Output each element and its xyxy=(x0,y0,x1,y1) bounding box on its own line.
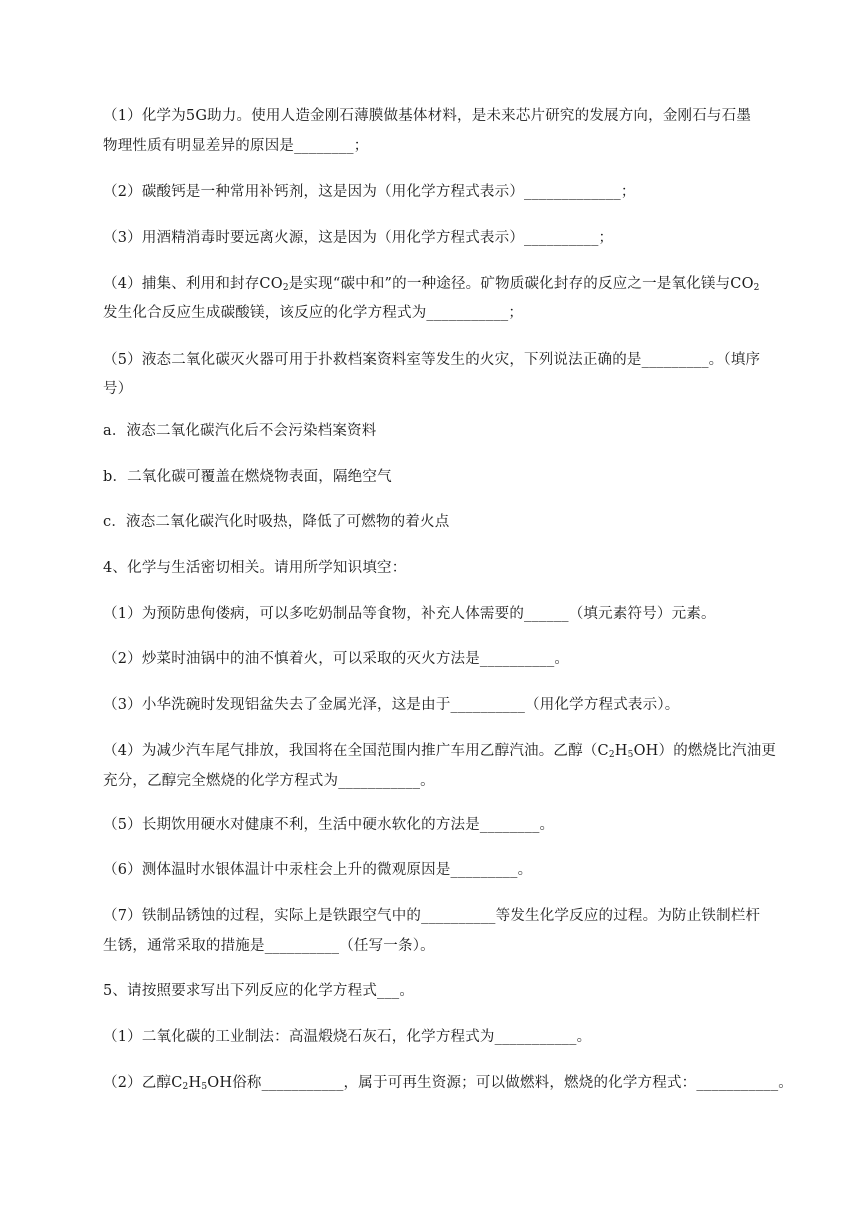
q3-option-c-text: c．液态二氧化碳汽化时吸热，降低了可燃物的着火点 xyxy=(103,514,450,530)
subscript-2: 2 xyxy=(753,283,760,293)
q5-item2-text-pre: （2）乙醇C xyxy=(103,1075,183,1091)
q4-item7-text-a: （7）铁制品锈蚀的过程，实际上是铁跟空气中的__________等发生化学反应的过程。为防止铁制栏杆 xyxy=(103,908,761,924)
q4-item3-text: （3）小华洗碗时发现铝盆失去了金属光泽，这是由于__________（用化学方程式表示）。 xyxy=(103,697,680,713)
q4-item4-line1 xyxy=(103,736,805,770)
q3-item3-text: （3）用酒精消毒时要远离火源，这是因为（用化学方程式表示）__________； xyxy=(103,230,614,246)
q4-item4-line2 xyxy=(103,766,805,796)
q4-title xyxy=(103,553,805,583)
q4-item2 xyxy=(103,644,805,674)
subscript-2: 2 xyxy=(182,1082,189,1092)
q3-item4-text-b: 发生化合反应生成碳酸镁，该反应的化学方程式为___________； xyxy=(103,305,524,321)
q4-item4-text-b: 充分，乙醇完全燃烧的化学方程式为___________。 xyxy=(103,773,435,789)
q3-item5-line1 xyxy=(103,345,805,375)
subscript-2: 2 xyxy=(608,750,615,760)
q3-item4-text-a-pre: （4）捕集、利用和封存CO xyxy=(103,276,283,292)
q4-item4-text-h: H xyxy=(614,743,628,759)
q5-item2-text-post: OH俗称___________，属于可再生资源；可以做燃料，燃烧的化学方程式：___________。 xyxy=(207,1075,793,1091)
q4-item4-text-a-post: OH）的燃烧比汽油更 xyxy=(633,743,777,759)
subscript-5: 5 xyxy=(627,750,634,760)
q5-item1 xyxy=(103,1022,805,1052)
q3-item1-text-a: （1）化学为5G助力。使用人造金刚石薄膜做基体材料，是未来芯片研究的发展方向，金刚石与石墨 xyxy=(103,108,752,124)
q4-item7-line1 xyxy=(103,901,805,931)
q4-item2-text: （2）炒菜时油锅中的油不慎着火，可以采取的灭火方法是__________。 xyxy=(103,651,570,667)
q3-item1-line2 xyxy=(103,131,805,161)
q3-option-b xyxy=(103,462,805,492)
q3-option-b-text: b．二氧化碳可覆盖在燃烧物表面，隔绝空气 xyxy=(103,469,392,485)
q5-item2 xyxy=(103,1068,805,1102)
q3-item5-text-b: 号） xyxy=(103,381,133,397)
q4-item6-text: （6）测体温时水银体温计中汞柱会上升的微观原因是_________。 xyxy=(103,862,533,878)
q4-title-text: 4、化学与生活密切相关。请用所学知识填空： xyxy=(103,560,407,576)
q3-option-a-text: a．液态二氧化碳汽化后不会污染档案资料 xyxy=(103,423,377,439)
q3-item5-line2 xyxy=(103,374,805,404)
q5-item1-text: （1）二氧化碳的工业制法：高温煅烧石灰石，化学方程式为___________。 xyxy=(103,1029,592,1045)
q4-item7-text-b: 生锈，通常采取的措施是__________（任写一条）。 xyxy=(103,938,435,954)
q3-item1-text-b: 物理性质有明显差异的原因是________； xyxy=(103,138,369,154)
q4-item1 xyxy=(103,599,805,629)
q4-item4-text-a-pre: （4）为减少汽车尾气排放，我国将在全国范围内推广车用乙醇汽油。乙醇（C xyxy=(103,743,609,759)
subscript-2: 2 xyxy=(282,283,289,293)
q3-item1-line1 xyxy=(103,101,805,131)
q3-option-a xyxy=(103,416,805,446)
q3-item5-text-a: （5）液态二氧化碳灭火器可用于扑救档案资料室等发生的火灾，下列说法正确的是_________。（填序 xyxy=(103,352,761,368)
q5-item2-text-h: H xyxy=(188,1075,202,1091)
q3-item4-text-a-mid: 是实现“碳中和”的一种途径。矿物质碳化封存的反应之一是氧化镁与CO xyxy=(288,276,754,292)
q4-item5-text: （5）长期饮用硬水对健康不利，生活中硬水软化的方法是________。 xyxy=(103,817,555,833)
q4-item5 xyxy=(103,810,805,840)
subscript-5: 5 xyxy=(201,1082,208,1092)
q5-title xyxy=(103,976,805,1006)
q4-item3 xyxy=(103,690,805,720)
q4-item1-text: （1）为预防患佝偻病，可以多吃奶制品等食物，补充人体需要的______（填元素符号）元素。 xyxy=(103,606,716,622)
q3-item3 xyxy=(103,223,805,253)
q4-item6 xyxy=(103,855,805,885)
q3-item2 xyxy=(103,177,805,207)
q4-item7-line2 xyxy=(103,931,805,961)
q3-option-c xyxy=(103,507,805,537)
q3-item2-text: （2）碳酸钙是一种常用补钙剂，这是因为（用化学方程式表示）_____________； xyxy=(103,184,636,200)
q5-title-text: 5、请按照要求写出下列反应的化学方程式___。 xyxy=(103,983,415,999)
q3-item4-line2 xyxy=(103,298,805,328)
